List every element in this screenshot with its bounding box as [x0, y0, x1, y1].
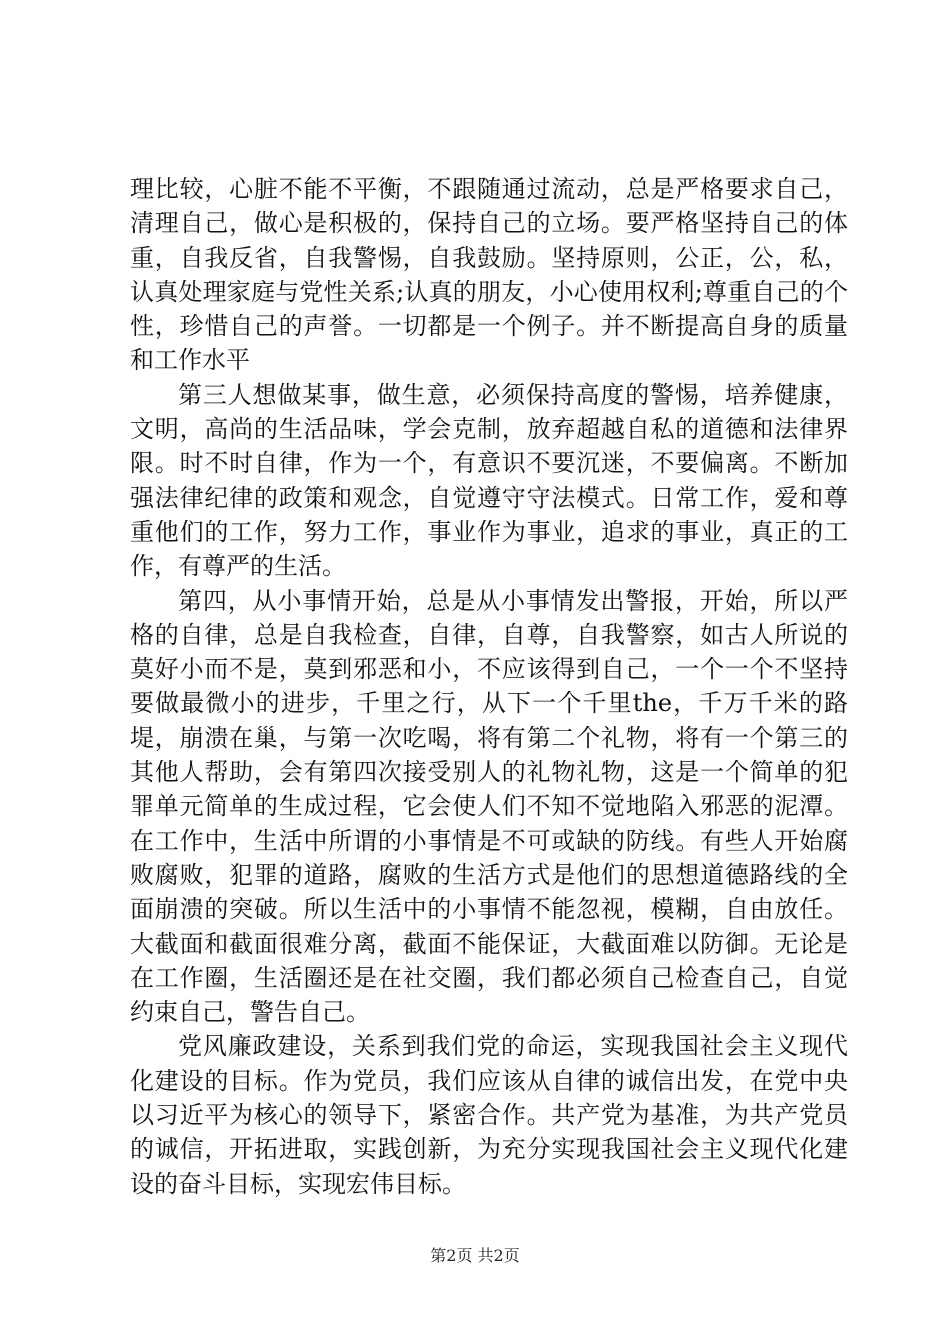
page-number-footer: 第2页 共2页	[430, 1246, 520, 1265]
paragraph-3: 第四，从小事情开始，总是从小事情发出警报，开始，所以严格的自律，总是自我检查，自律，自尊，自我警察，如古人所说的莫好小而不是，莫到邪恶和小，不应该得到自己，一个一个不坚持要做最微小的进步，千里之行，从下一个千里the，千万千米的路堤，崩溃在巢，与第一次吃喝，将有第二个礼物，将有一个第三的其他人帮助，会有第四次接受别人的礼物礼物，这是一个简单的犯罪单元简单的生成过程，它会使人们不知不觉地陷入邪恶的泥潭。在工作中，生活中所谓的小事情是不可或缺的防线。有些人开始腐败腐败，犯罪的道路，腐败的生活方式是他们的思想道德路线的全面崩溃的突破。所以生活中的小事情不能忽视，模糊，自由放任。大截面和截面很难分离，截面不能保证，大截面难以防御。无论是在工作圈，生活圈还是在社交圈，我们都必须自己检查自己，自觉约束自己，警告自己。	[130, 586, 848, 1027]
document-body	[130, 172, 848, 1201]
paragraph-2: 第三人想做某事，做生意，必须保持高度的警惕，培养健康，文明，高尚的生活品味，学会克制，放弃超越自私的道德和法律界限。时不时自律，作为一个，有意识不要沉迷，不要偏离。不断加强法律纪律的政策和观念，自觉遵守守法模式。日常工作，爱和尊重他们的工作，努力工作，事业作为事业，追求的事业，真正的工作，有尊严的生活。	[130, 380, 848, 581]
paragraph-1: 理比较，心脏不能不平衡，不跟随通过流动，总是严格要求自己，清理自己，做心是积极的，保持自己的立场。要严格坚持自己的体重，自我反省，自我警惕，自我鼓励。坚持原则，公正，公，私，认真处理家庭与党性关系;认真的朋友，小心使用权利;尊重自己的个性，珍惜自己的声誉。一切都是一个例子。并不断提高自身的质量和工作水平	[130, 175, 848, 375]
paragraph-4: 党风廉政建设，关系到我们党的命运，实现我国社会主义现代化建设的目标。作为党员，我们应该从自律的诚信出发，在党中央以习近平为核心的领导下，紧密合作。共产党为基准，为共产党员的诚信，开拓进取，实践创新，为充分实现我国社会主义现代化建设的奋斗目标，实现宏伟目标。	[130, 1032, 848, 1198]
